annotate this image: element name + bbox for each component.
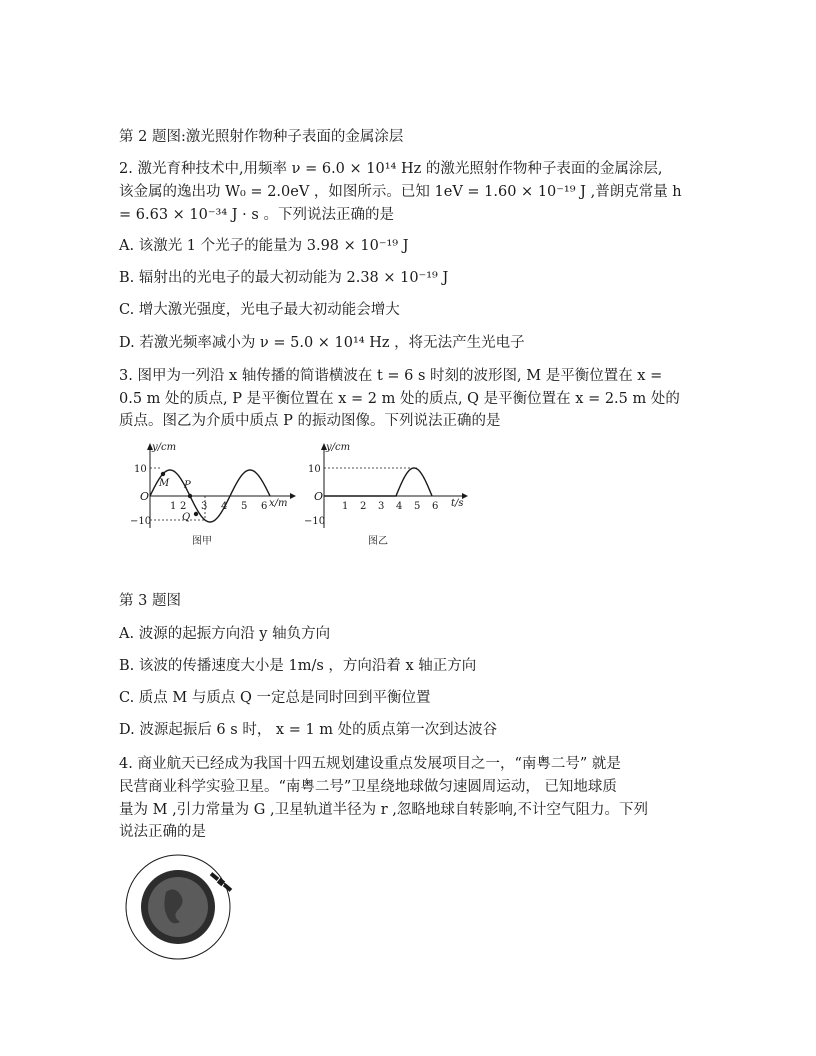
q2-stem-line-2: 该金属的逸出功 W₀ = 2.0eV ，如图所示。已知 1eV = 1.60 × 10⁻¹⁹ J ,普朗克常量 h xyxy=(119,184,682,200)
origin-label: O xyxy=(314,490,324,503)
y-tick-label-neg10: −10 xyxy=(130,516,152,527)
wave-graph-jia xyxy=(130,436,300,551)
t-tick-label-6: 6 xyxy=(432,501,439,512)
q4-stem-line-2: 民营商业科学实验卫星。“南粤二号”卫星绕地球做匀速圆周运动， 已知地球质 xyxy=(119,779,617,795)
origin-label: O xyxy=(140,490,150,503)
q2-option-b: B. 辐射出的光电子的最大初动能为 2.38 × 10⁻¹⁹ J xyxy=(119,270,449,286)
vibration-curve xyxy=(324,468,432,496)
q2-option-a: A. 该激光 1 个光子的能量为 3.98 × 10⁻¹⁹ J xyxy=(119,238,409,254)
point-q xyxy=(194,512,198,516)
x-axis-label: x/m xyxy=(269,498,288,509)
q4-stem-line-4: 说法正确的是 xyxy=(119,824,206,840)
y-tick-label-10: 10 xyxy=(308,464,321,475)
q3-option-d: D. 波源起振后 6 s 时， x = 1 m 处的质点第一次到达波谷 xyxy=(119,722,498,738)
x-tick-label-5: 5 xyxy=(241,501,248,512)
x-tick-label-3: 3 xyxy=(201,501,208,512)
point-p xyxy=(188,494,192,498)
point-label-m: M xyxy=(159,478,170,489)
q2-option-d: D. 若激光频率减小为 ν = 5.0 × 10¹⁴ Hz ，将无法产生光电子 xyxy=(119,335,525,351)
figure-caption-yi: 图乙 xyxy=(368,536,388,547)
satellite-orbit-figure xyxy=(118,852,248,962)
satellite-icon xyxy=(209,871,233,892)
q3-option-c: C. 质点 M 与质点 Q 一定总是同时回到平衡位置 xyxy=(119,690,431,706)
x-tick-label-6: 6 xyxy=(261,501,268,512)
q2-figure-caption: 第 2 题图:激光照射作物种子表面的金属涂层 xyxy=(119,129,404,145)
q3-option-b: B. 该波的传播速度大小是 1m/s ，方向沿着 x 轴正方向 xyxy=(119,658,477,674)
q2-stem-line-1: 2. 激光育种技术中,用频率 ν = 6.0 × 10¹⁴ Hz 的激光照射作物种子表面的金属涂层, xyxy=(119,161,663,177)
x-tick-label-4: 4 xyxy=(221,501,228,512)
q2-option-c: C. 增大激光强度，光电子最大初动能会增大 xyxy=(119,302,400,318)
t-tick-label-2: 2 xyxy=(360,501,367,512)
t-tick-label-1: 1 xyxy=(342,501,349,512)
t-axis-label: t/s xyxy=(451,498,464,509)
point-label-p: P xyxy=(184,480,191,491)
y-axis-label: y/cm xyxy=(152,442,177,453)
y-tick-label-10: 10 xyxy=(134,464,147,475)
q3-stem-line-2: 0.5 m 处的质点, P 是平衡位置在 x = 2 m 处的质点, Q 是平衡位置在 x = 2.5 m 处的 xyxy=(119,391,680,407)
point-label-q: Q xyxy=(182,512,191,523)
q3-stem-line-1: 3. 图甲为一列沿 x 轴传播的简谐横波在 t = 6 s 时刻的波形图, M 是平衡位置在 x = xyxy=(119,368,663,384)
x-tick-label-1: 1 xyxy=(170,501,177,512)
point-m xyxy=(161,472,165,476)
x-axis-arrow-icon xyxy=(290,493,296,499)
q4-stem-line-3: 量为 M ,引力常量为 G ,卫星轨道半径为 r ,忽略地球自转影响,不计空气阻力。下列 xyxy=(119,802,648,818)
t-tick-label-5: 5 xyxy=(414,501,421,512)
t-tick-label-4: 4 xyxy=(396,501,403,512)
q2-stem-line-3: = 6.63 × 10⁻³⁴ J · s 。下列说法正确的是 xyxy=(119,207,394,223)
y-tick-label-neg10: −10 xyxy=(304,516,326,527)
q4-stem-line-1: 4. 商业航天已经成为我国十四五规划建设重点发展项目之一，“南粤二号” 就是 xyxy=(119,756,621,772)
x-tick-label-2: 2 xyxy=(180,501,187,512)
figure-caption-jia: 图甲 xyxy=(192,536,212,547)
q3-stem-line-3: 质点。图乙为介质中质点 P 的振动图像。下列说法正确的是 xyxy=(119,413,501,429)
q3-option-a: A. 波源的起振方向沿 y 轴负方向 xyxy=(119,626,331,642)
t-tick-label-3: 3 xyxy=(378,501,385,512)
q3-figure-caption: 第 3 题图 xyxy=(119,593,181,609)
vibration-graph-yi xyxy=(302,436,477,551)
y-axis-label: y/cm xyxy=(326,442,351,453)
